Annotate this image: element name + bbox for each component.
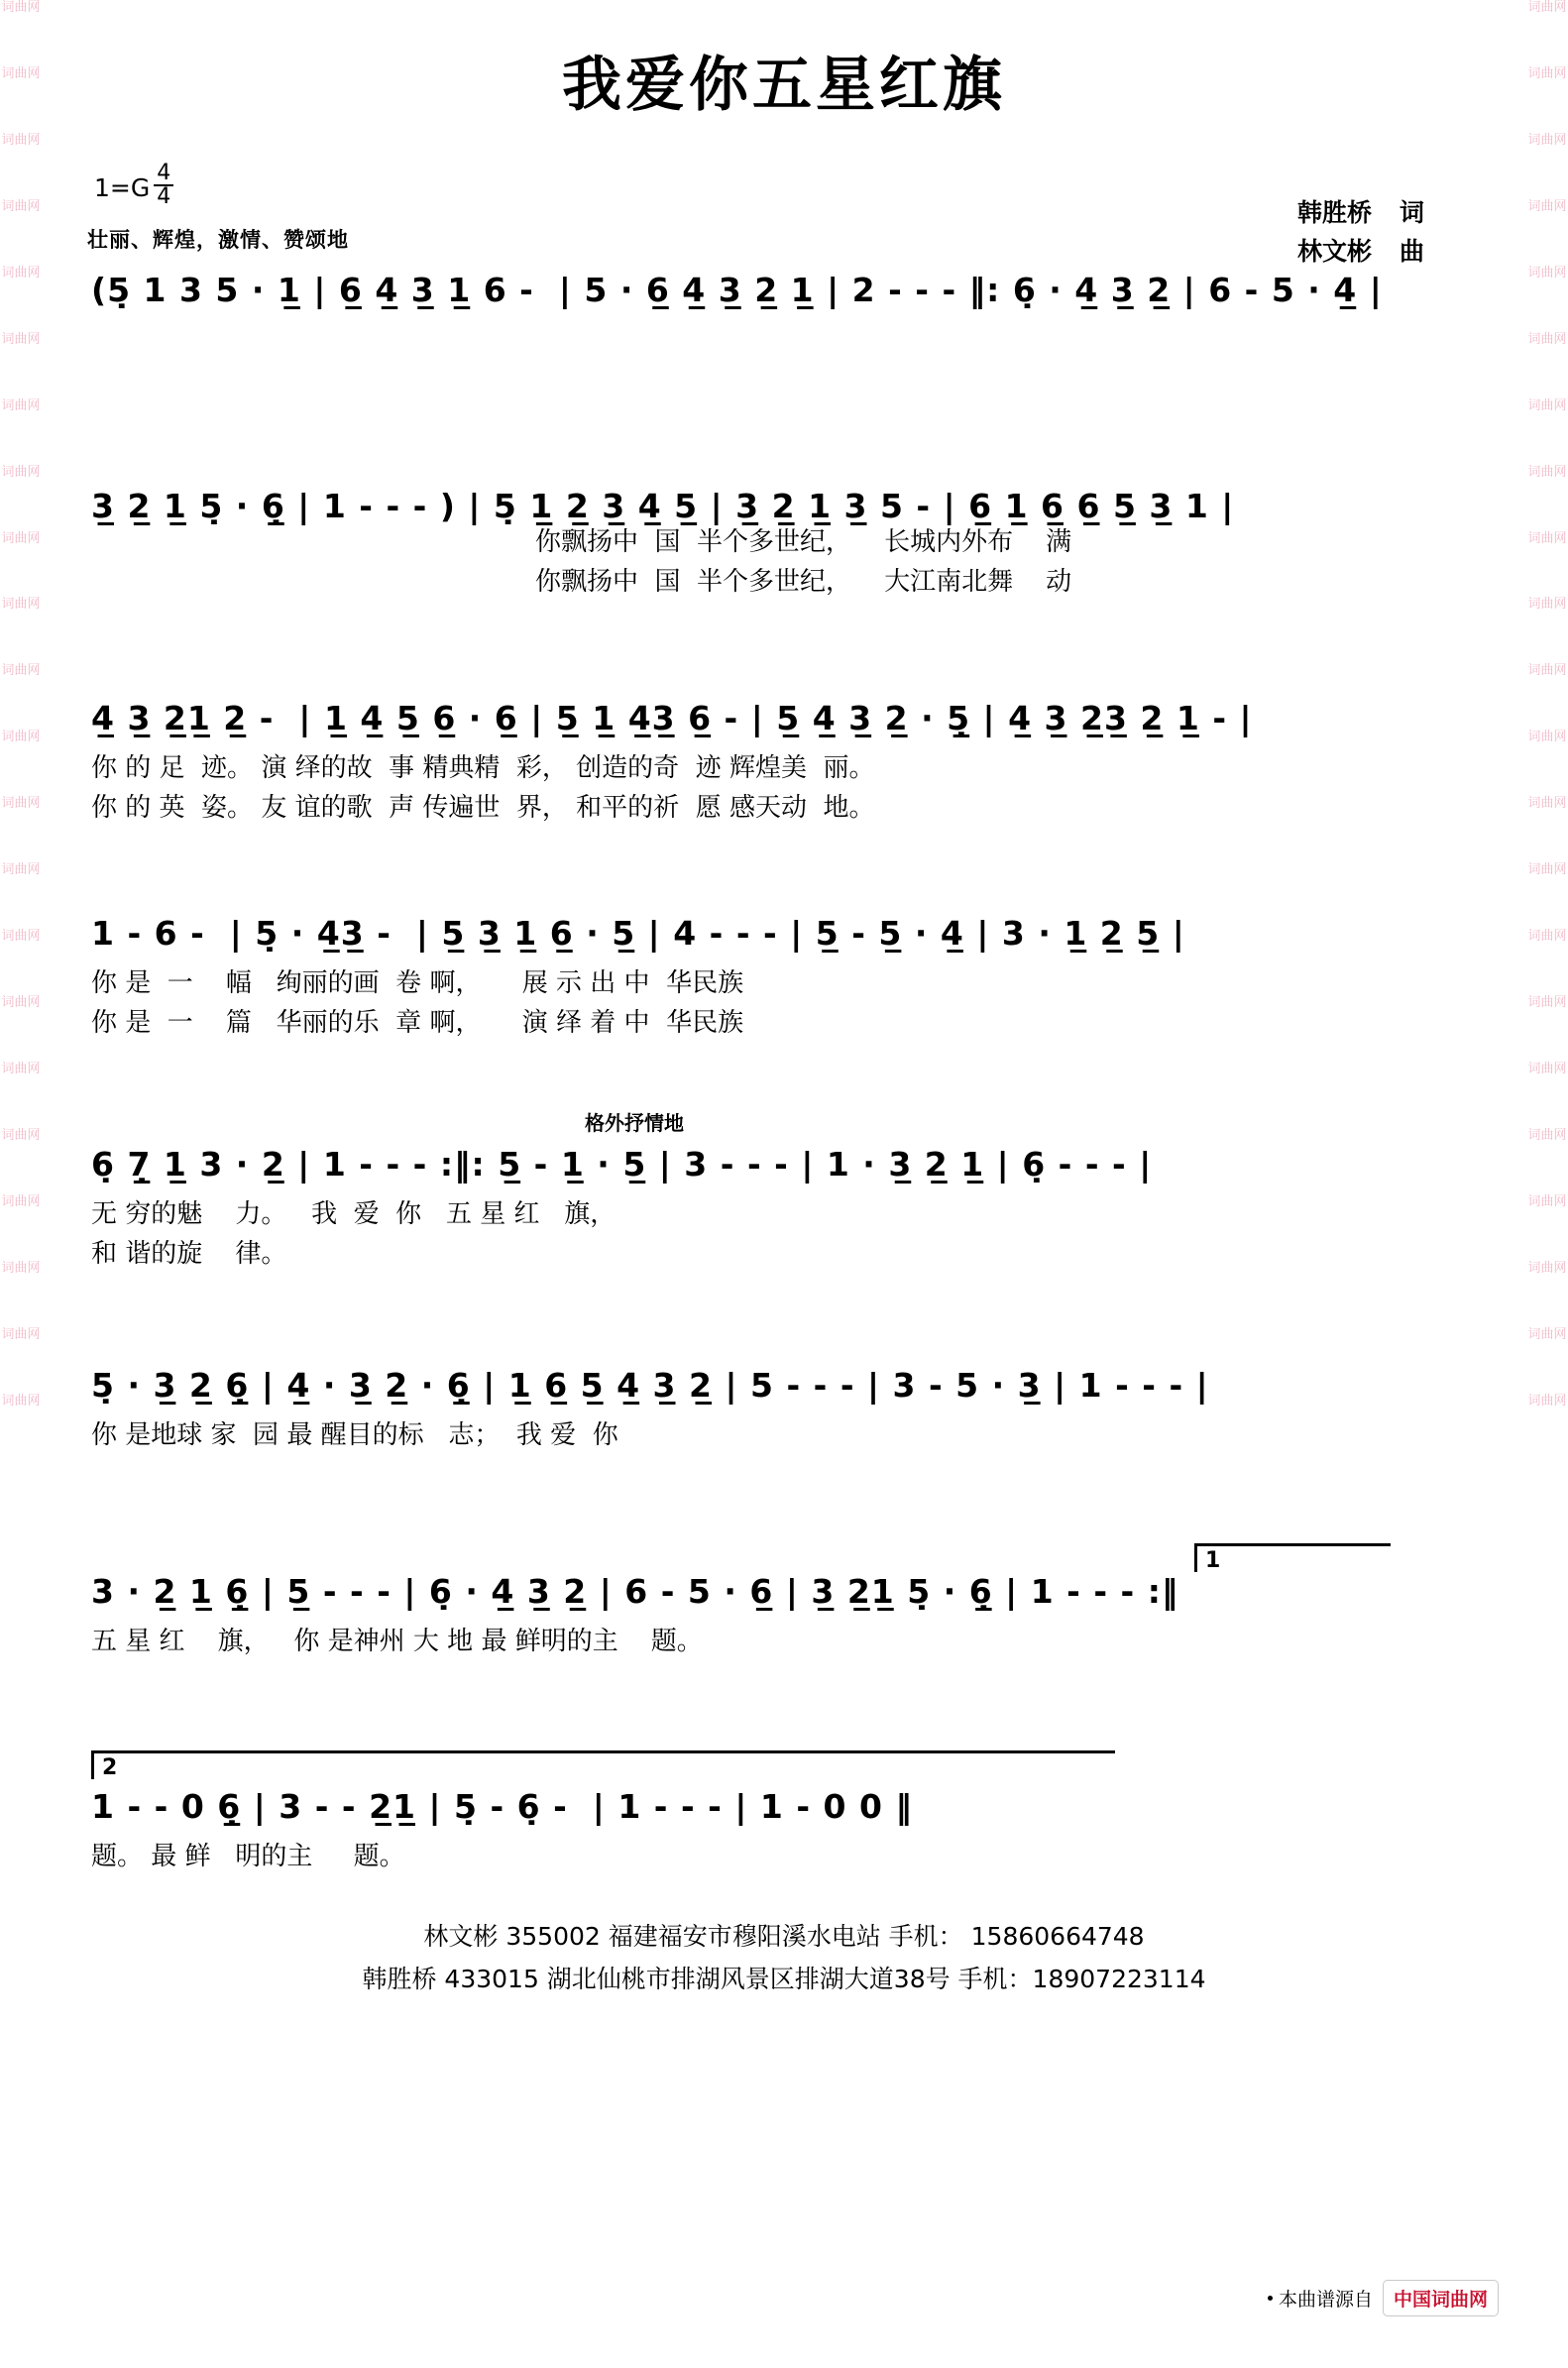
header-zone [0,143,1568,291]
music-system [0,698,1568,829]
lyrics-line-verse1: 你飘扬中 国 半个多世纪， 长城内外布 满 [535,527,1072,557]
watermark-text: 词曲网 [1,1126,41,1142]
watermark-text: 词曲网 [1527,994,1567,1010]
watermark-text: 词曲网 [1,1392,41,1408]
music-system [0,1547,1568,1661]
music-system [0,1366,1568,1455]
contact-line-lyricist: 韩胜桥 433015 湖北仙桃市排湖风景区排湖大道38号 手机：18907223114 [362,1964,1206,1993]
watermark-text: 词曲网 [1,1325,41,1341]
notation-line: 5̣ · 3̲ 2̲ 6̣̲ | 4̲ · 3̲ 2̲ · 6̣̲ | 1̲ 6̲ 5̲ 4̲ 3̲ 2̲ | 5 - - - | 3 - 5 · 3̲ | 1 - - - | [91,1366,1209,1406]
watermark-text: 词曲网 [1,463,41,479]
key-signature: 1=G [94,172,151,202]
volta-bracket-1 [1194,1543,1391,1572]
credit-lyricist [1297,194,1424,233]
watermark-text: 词曲网 [1527,1392,1567,1408]
key-and-time-signature [94,161,173,210]
music-system [0,487,1568,603]
credit-composer-name: 林文彬 [1296,236,1372,266]
notation-line: 1 - 6 - | 5̣ · 4̲3̲ - | 5̲ 3̲ 1̲ 6̲ · 5̲ | 4 - - - | 5̲ - 5̲ · 4̲ | 3 · 1̲ 2̲ 5̲ | [91,914,1185,954]
watermark-text: 词曲网 [1527,861,1567,877]
watermark-text: 词曲网 [1527,1192,1567,1208]
watermark-text: 词曲网 [1527,928,1567,944]
lyrics-line-verse1: 题。 最 鲜 明的主 题。 [91,1841,405,1871]
source-site-badge[interactable]: 中国词曲网 [1383,2280,1499,2316]
notation-line: 3 · 2̲ 1̲ 6̣̲ | 5̲ - - - | 6̣ · 4̲ 3̲ 2̲ | 6 - 5 · 6̲ | 3̲ 2̲1̲ 5̣ · 6̣̲ | 1 - - - :‖ [91,1571,1179,1611]
watermark-text: 词曲网 [1,1192,41,1208]
watermark-text: 词曲网 [1,330,41,346]
lyrics-line-verse2: 你 的 英 姿。 友 谊的歌 声 传遍世 界， 和平的祈 愿 感天动 地。 [91,792,875,823]
watermark-text: 词曲网 [1527,1061,1567,1075]
watermark-text: 词曲网 [1,861,41,877]
credit-composer [1297,233,1424,272]
watermark-text: 词曲网 [1,0,41,14]
contact-line-composer: 林文彬 355002 福建福安市穆阳溪水电站 手机： 15860664748 [423,1922,1145,1952]
watermark-text: 词曲网 [1527,0,1567,14]
watermark-text: 词曲网 [1,994,41,1010]
time-signature-beats: 4 [154,163,173,186]
watermark-text: 词曲网 [1,264,41,280]
expression-marking: 壮丽、辉煌，激情、赞颂地 [87,228,349,252]
watermark-text: 词曲网 [1,131,41,147]
lyrics-line-verse1: 你 的 足 迹。 演 绎的故 事 精典精 彩， 创造的奇 迹 辉煌美 丽。 [91,752,875,783]
watermark-text: 词曲网 [1527,264,1567,280]
page-title: 我爱你五星红旗 [562,51,1006,120]
lyrics-line-verse1: 你 是 一 幅 绚丽的画 卷 啊， 展 示 出 中 华民族 [91,968,744,999]
watermark-text: 词曲网 [1527,795,1567,811]
music-system [0,1107,1568,1275]
notation-line: 3̲ 2̲ 1̲ 5̣ · 6̣̲ | 1 - - - ) | 5̣ 1̲ 2̲ 3̲ 4̲ 5̲ | 3̲ 2̲ 1̲ 3̲ 5 - | 6̲ 1̲ 6̲ 6̲ 5̲ 3̲ 1 | [91,487,1235,525]
music-system [0,1754,1568,1876]
watermark-text: 词曲网 [1527,1126,1567,1142]
time-signature [154,163,173,208]
watermark-text: 词曲网 [1527,463,1567,479]
volta-number-1: 1 [1205,1547,1221,1573]
watermark-text: 词曲网 [1527,64,1567,80]
music-system [0,914,1568,1044]
watermark-text: 词曲网 [1527,729,1567,744]
source-attribution [1268,2280,1499,2316]
lyrics-line-verse2: 你 是 一 篇 华丽的乐 章 啊， 演 绎 着 中 华民族 [91,1008,744,1039]
notation-line: 6̣ 7̣̲ 1̲ 3 · 2̲ | 1 - - - :‖: 5̲ - 1̲ · 5̲ | 3 - - - | 1 · 3̲ 2̲ 1̲ | 6̣ - - - | [91,1144,1153,1184]
watermark-text: 词曲网 [1527,131,1567,147]
watermark-text: 词曲网 [1527,529,1567,545]
watermark-text: 词曲网 [1,596,41,612]
volta-number-2: 2 [102,1754,118,1780]
section-marking: 格外抒情地 [585,1110,684,1135]
watermark-text: 词曲网 [1,529,41,545]
contact-footer [0,1916,1568,2000]
watermark-text: 词曲网 [1,64,41,80]
watermark-text: 词曲网 [1527,197,1567,213]
volta-bracket-2 [91,1750,1115,1779]
lyrics-line-verse1: 你 是地球 家 园 最 醒目的标 志； 我 爱 你 [91,1420,618,1451]
time-signature-unit: 4 [157,184,171,209]
watermark-text: 词曲网 [1,1259,41,1275]
watermark-text: 词曲网 [1,729,41,744]
watermark-text: 词曲网 [1527,596,1567,612]
watermark-text: 词曲网 [1,795,41,811]
watermark-text: 词曲网 [1,1061,41,1075]
watermark-text: 词曲网 [1,662,41,678]
watermark-text: 词曲网 [1527,1325,1567,1341]
source-prefix: 本曲谱源自 [1278,2289,1373,2311]
notation-line: 4̲ 3̲ 2̲1̲ 2̲ - | 1̲ 4̲ 5̲ 6̲ · 6̲ | 5̲ 1̲ 4̲3̲ 6̲ - | 5̲ 4̲ 3̲ 2̲ · 5̣̲ | 4̲ 3̲ 2̲3̲ 2̲ 1̲ - | [91,698,1253,737]
lyrics-line-verse2: 和 谐的旋 律。 [91,1239,287,1270]
lyrics-line-verse1: 五 星 红 旗， 你 是神州 大 地 最 鲜明的主 题。 [91,1626,703,1656]
credit-composer-role: 曲 [1399,236,1424,266]
watermark-text: 词曲网 [1,396,41,412]
watermark-text: 词曲网 [1527,330,1567,346]
watermark-text: 词曲网 [1,928,41,944]
watermark-text: 词曲网 [1527,396,1567,412]
bullet-icon [1268,2296,1273,2301]
watermark-text: 词曲网 [1,197,41,213]
lyrics-line-verse1: 无 穷的魅 力。 我 爱 你 五 星 红 旗， [91,1198,616,1229]
notation-line: 1 - - 0 6̣̲ | 3 - - 2̲1̲ | 5̣ - 6̣ - | 1 - - - | 1 - 0 0 ‖ [91,1786,913,1826]
credit-lyricist-name: 韩胜桥 [1296,198,1372,227]
watermark-text: 词曲网 [1527,662,1567,678]
lyrics-line-verse2: 你飘扬中 国 半个多世纪， 大江南北舞 动 [535,567,1072,598]
watermark-text: 词曲网 [1527,1259,1567,1275]
credit-lyricist-role: 词 [1399,198,1424,227]
notation-line: (5̣ 1 3 5 · 1̲ | 6̲ 4̲ 3̲ 1̲ 6 - | 5 · 6̲ 4̲ 3̲ 2̲ 1̲ | 2 - - - ‖: 6̣ · 4̲ 3̲ 2̲ | 6 - 5 · 4̲ | [91,271,1383,309]
credits [1297,194,1424,272]
